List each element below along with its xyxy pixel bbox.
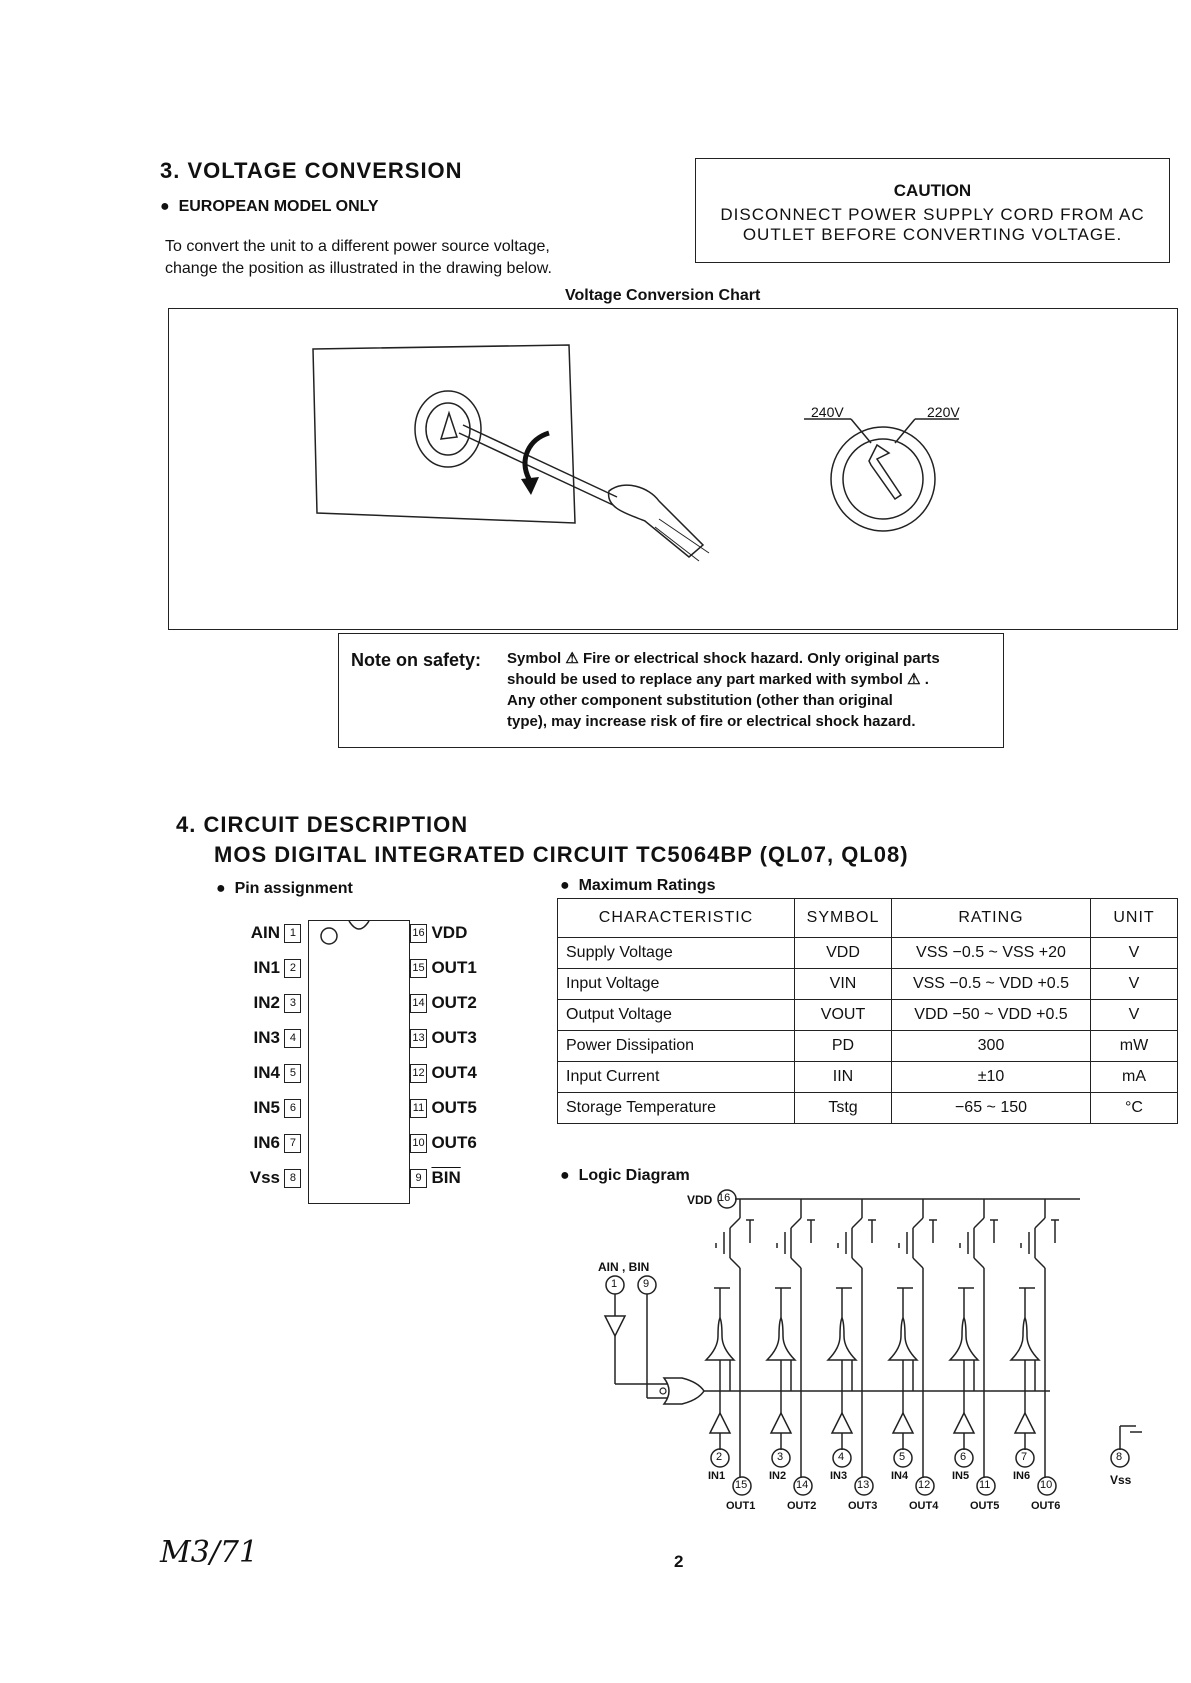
input-label: IN5 bbox=[952, 1470, 970, 1482]
cell: −65 ~ 150 bbox=[892, 1093, 1091, 1124]
pin-number: 6 bbox=[284, 1099, 301, 1118]
cell: °C bbox=[1091, 1093, 1178, 1124]
pin-name: VDD bbox=[431, 923, 468, 942]
section4-subheading: MOS DIGITAL INTEGRATED CIRCUIT TC5064BP (QL07, QL08) bbox=[214, 842, 909, 867]
pin-number: 7 bbox=[284, 1134, 301, 1153]
voltage-selector-illustration bbox=[169, 309, 1177, 629]
or-gate-icon bbox=[706, 1318, 734, 1360]
logic-diagram bbox=[590, 1188, 1170, 1528]
input-label: IN1 bbox=[708, 1470, 726, 1482]
cell: V bbox=[1091, 1000, 1178, 1031]
safety-line-3: Any other component substitution (other than original bbox=[507, 692, 893, 709]
pin-row-left bbox=[232, 1028, 301, 1063]
pin-row-right bbox=[410, 1168, 477, 1203]
cell: Storage Temperature bbox=[558, 1093, 795, 1124]
bin-pin-number: 9 bbox=[643, 1278, 650, 1290]
cell: 300 bbox=[892, 1031, 1091, 1062]
pin-number: 14 bbox=[410, 994, 427, 1013]
table-row bbox=[558, 1000, 1178, 1031]
cell: Output Voltage bbox=[558, 1000, 795, 1031]
pin-row-left bbox=[232, 1063, 301, 1098]
pin-name: OUT3 bbox=[431, 1028, 477, 1047]
pin-name: IN1 bbox=[253, 958, 280, 977]
buffer-icon bbox=[605, 1316, 625, 1336]
bullet-dot: ● bbox=[160, 198, 179, 215]
output-pin-number: 15 bbox=[735, 1479, 748, 1491]
pin-row-right bbox=[410, 1063, 477, 1098]
input-pin-number: 6 bbox=[960, 1451, 967, 1463]
pin-name: IN6 bbox=[253, 1133, 280, 1152]
pin-number: 12 bbox=[410, 1064, 427, 1083]
inverter-icon bbox=[710, 1413, 730, 1433]
left-pin-column bbox=[232, 923, 301, 1203]
handwritten-note: M3/71 bbox=[160, 1535, 259, 1570]
pin-number: 3 bbox=[284, 994, 301, 1013]
output-pin-number: 14 bbox=[796, 1479, 809, 1491]
safety-text bbox=[507, 648, 940, 732]
cell: V bbox=[1091, 938, 1178, 969]
output-label: OUT3 bbox=[848, 1500, 878, 1512]
pin-number: 11 bbox=[410, 1099, 427, 1118]
bullet-text: EUROPEAN MODEL ONLY bbox=[178, 198, 379, 215]
vss-pin-number: 8 bbox=[1116, 1451, 1123, 1463]
pin-name: $\overline{BIN}$ bbox=[431, 1168, 461, 1187]
vdd-label: VDD bbox=[687, 1193, 713, 1207]
output-label: OUT6 bbox=[1031, 1500, 1061, 1512]
inverter-icon bbox=[954, 1413, 974, 1433]
pin-row-left bbox=[232, 958, 301, 993]
safety-label: Note on safety: bbox=[351, 650, 482, 670]
pin-assignment-title bbox=[216, 880, 353, 898]
cell: VSS −0.5 ~ VSS +20 bbox=[892, 938, 1091, 969]
pin-row-right bbox=[410, 958, 477, 993]
logic-diagram-svg bbox=[590, 1188, 1170, 1528]
pin-row-left bbox=[232, 923, 301, 958]
pin1-marker-icon bbox=[321, 928, 337, 944]
cell: ±10 bbox=[892, 1062, 1091, 1093]
pin-number: 10 bbox=[410, 1134, 427, 1153]
cell: Input Voltage bbox=[558, 969, 795, 1000]
section3-heading: 3. VOLTAGE CONVERSION bbox=[160, 158, 463, 183]
caution-box bbox=[695, 158, 1170, 263]
output-pin-number: 10 bbox=[1040, 1479, 1053, 1491]
input-label: IN3 bbox=[830, 1470, 848, 1482]
notch-icon bbox=[349, 921, 369, 929]
pin-name: OUT1 bbox=[431, 958, 477, 977]
conversion-instructions bbox=[165, 236, 552, 280]
output-pin-number: 13 bbox=[857, 1479, 870, 1491]
pin-number: 15 bbox=[410, 959, 427, 978]
header-symbol: SYMBOL bbox=[795, 899, 892, 938]
label-220v: 220V bbox=[927, 404, 960, 420]
label-240v: 240V bbox=[811, 404, 844, 420]
pin-number: 13 bbox=[410, 1029, 427, 1048]
cell: mA bbox=[1091, 1062, 1178, 1093]
panel-outline bbox=[313, 345, 575, 523]
cell: VDD bbox=[795, 938, 892, 969]
european-model-bullet bbox=[160, 198, 379, 216]
caution-line-2: OUTLET BEFORE CONVERTING VOLTAGE. bbox=[742, 225, 1123, 244]
inverter-icon bbox=[832, 1413, 852, 1433]
cell: Power Dissipation bbox=[558, 1031, 795, 1062]
input-label: IN6 bbox=[1013, 1470, 1031, 1482]
header-rating: RATING bbox=[892, 899, 1091, 938]
table-row bbox=[558, 1093, 1178, 1124]
input-pin-number: 5 bbox=[899, 1451, 906, 1463]
instruction-line-1: To convert the unit to a different power source voltage, bbox=[165, 238, 550, 255]
output-label: OUT5 bbox=[970, 1500, 1000, 1512]
or-gate-icon bbox=[828, 1318, 856, 1360]
cell: Input Current bbox=[558, 1062, 795, 1093]
pin-row-left bbox=[232, 993, 301, 1028]
chart-title: Voltage Conversion Chart bbox=[565, 287, 761, 304]
pin-name: OUT2 bbox=[431, 993, 477, 1012]
or-gate-icon bbox=[1011, 1318, 1039, 1360]
cell: V bbox=[1091, 969, 1178, 1000]
output-pin-number: 12 bbox=[918, 1479, 931, 1491]
cell: VOUT bbox=[795, 1000, 892, 1031]
header-unit: UNIT bbox=[1091, 899, 1178, 938]
pin-name: OUT6 bbox=[431, 1133, 477, 1152]
table-row bbox=[558, 1062, 1178, 1093]
or-gate-icon bbox=[767, 1318, 795, 1360]
pin-name: Vss bbox=[249, 1168, 280, 1187]
table-header-row bbox=[558, 899, 1178, 938]
ic-package bbox=[308, 920, 410, 1204]
pin-name: OUT4 bbox=[431, 1063, 477, 1082]
vss-label: Vss bbox=[1110, 1473, 1132, 1487]
pin-row-left bbox=[232, 1133, 301, 1168]
pin-name: IN2 bbox=[253, 993, 280, 1012]
cell: VDD −50 ~ VDD +0.5 bbox=[892, 1000, 1091, 1031]
cell: mW bbox=[1091, 1031, 1178, 1062]
pin-row-right bbox=[410, 993, 477, 1028]
table-row bbox=[558, 1031, 1178, 1062]
pin-name: IN4 bbox=[253, 1063, 280, 1082]
safety-line-4: type), may increase risk of fire or electrical shock hazard. bbox=[507, 713, 916, 730]
output-label: OUT1 bbox=[726, 1500, 756, 1512]
screwdriver-icon bbox=[459, 425, 709, 561]
panel-arrow-icon bbox=[441, 413, 457, 439]
inverter-icon bbox=[771, 1413, 791, 1433]
pin-row-right bbox=[410, 1098, 477, 1133]
pin-row-right bbox=[410, 1133, 477, 1168]
pin-row-left bbox=[232, 1098, 301, 1133]
input-pin-number: 3 bbox=[777, 1451, 784, 1463]
pin-name: IN3 bbox=[253, 1028, 280, 1047]
input-pin-number: 7 bbox=[1021, 1451, 1028, 1463]
safety-line-2: should be used to replace any part marked with symbol ⚠ . bbox=[507, 671, 929, 688]
pin-number: 8 bbox=[284, 1169, 301, 1188]
pin-name: OUT5 bbox=[431, 1098, 477, 1117]
output-label: OUT2 bbox=[787, 1500, 817, 1512]
input-label: IN2 bbox=[769, 1470, 787, 1482]
pin-number: 2 bbox=[284, 959, 301, 978]
input-pin-number: 4 bbox=[838, 1451, 845, 1463]
or-gate-icon bbox=[889, 1318, 917, 1360]
inverter-icon bbox=[1015, 1413, 1035, 1433]
page-number: 2 bbox=[674, 1552, 684, 1571]
logic-title-text: Logic Diagram bbox=[578, 1167, 690, 1184]
section4-heading: 4. CIRCUIT DESCRIPTION bbox=[176, 812, 469, 837]
header-characteristic: CHARACTERISTIC bbox=[558, 899, 795, 938]
pin-number: 4 bbox=[284, 1029, 301, 1048]
voltage-conversion-chart bbox=[168, 308, 1178, 630]
safety-line-1: Symbol ⚠ Fire or electrical shock hazard. Only original parts bbox=[507, 650, 940, 667]
cell: IIN bbox=[795, 1062, 892, 1093]
input-label: IN4 bbox=[891, 1470, 909, 1482]
ain-pin-number: 1 bbox=[611, 1278, 618, 1290]
bullet-dot: ● bbox=[560, 1167, 579, 1184]
output-pin-number: 11 bbox=[979, 1479, 991, 1491]
pin-row-right bbox=[410, 923, 477, 958]
pin-number: 5 bbox=[284, 1064, 301, 1083]
pin-name: AIN bbox=[250, 923, 280, 942]
cell: PD bbox=[795, 1031, 892, 1062]
ain-bin-label: AIN , BIN bbox=[598, 1260, 650, 1274]
cell: Supply Voltage bbox=[558, 938, 795, 969]
ratings-title-text: Maximum Ratings bbox=[578, 877, 716, 894]
caution-title: CAUTION bbox=[893, 181, 972, 200]
pin-name: IN5 bbox=[253, 1098, 280, 1117]
pin-title-text: Pin assignment bbox=[234, 880, 353, 897]
max-ratings-title bbox=[560, 877, 715, 895]
max-ratings-table bbox=[557, 898, 1178, 1124]
nor-gate-icon bbox=[664, 1378, 704, 1404]
input-pin-number: 2 bbox=[716, 1451, 723, 1463]
cell: VIN bbox=[795, 969, 892, 1000]
or-gate-icon bbox=[950, 1318, 978, 1360]
bullet-dot: ● bbox=[216, 880, 235, 897]
pin-row-right bbox=[410, 1028, 477, 1063]
pin-row-left bbox=[232, 1168, 301, 1203]
instruction-line-2: change the position as illustrated in the drawing below. bbox=[165, 260, 552, 277]
safety-note-box bbox=[338, 633, 1004, 748]
cell: Tstg bbox=[795, 1093, 892, 1124]
selector-dial-icon bbox=[804, 419, 959, 531]
pin-number: 9 bbox=[410, 1169, 427, 1188]
pin-number: 16 bbox=[410, 924, 427, 943]
output-label: OUT4 bbox=[909, 1500, 939, 1512]
right-pin-column bbox=[410, 923, 477, 1203]
inverter-icon bbox=[893, 1413, 913, 1433]
vdd-pin-number: 16 bbox=[718, 1192, 731, 1204]
caution-line-1: DISCONNECT POWER SUPPLY CORD FROM AC bbox=[720, 205, 1145, 224]
table-row bbox=[558, 969, 1178, 1000]
table-row bbox=[558, 938, 1178, 969]
dial-arrow-icon bbox=[869, 445, 901, 499]
cell: VSS −0.5 ~ VDD +0.5 bbox=[892, 969, 1091, 1000]
logic-diagram-title bbox=[560, 1167, 690, 1185]
bullet-dot: ● bbox=[560, 877, 579, 894]
pin-number: 1 bbox=[284, 924, 301, 943]
